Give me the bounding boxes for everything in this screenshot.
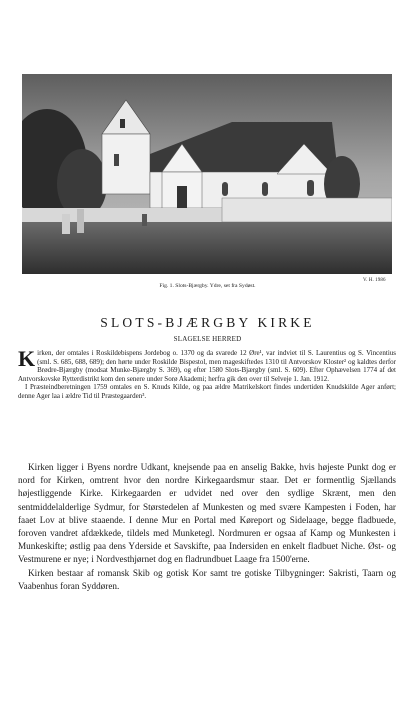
church-illustration (22, 74, 392, 274)
dropcap: K (18, 346, 36, 371)
main-text (18, 461, 396, 593)
intro-paragraph-1 (18, 346, 396, 383)
church-photo (22, 74, 392, 274)
intro-paragraph-2: I Præsteindberetningen 1759 omtales en S. Knuds Kilde, og paa ældre Matrikelskort findes undertiden Knudskilde Ager anført; denne Ager laa i ældre Tid til Præstegaarden³. (18, 383, 396, 400)
page-subtitle: SLAGELSE HERRED (173, 335, 242, 343)
body-paragraph-2: Kirken bestaar af romansk Skib og gotisk Kor samt tre gotiske Tilbygninger: Sakristi, Taarn og Vaabenhus foran Syddøren. (18, 567, 396, 591)
figure-caption: Fig. 1. Slots-Bjærgby. Ydre, set fra Sydøst. (159, 283, 256, 289)
intro-section (18, 346, 396, 400)
body-paragraph-1: Kirken ligger i Byens nordre Udkant, knejsende paa en anselig Bakke, hvis højeste Punkt dog er nord for Kirken, omtrent hvor den nordre Kirkegaardsmur staar. Det er formentlig Sjællands højestliggende Kirke. Kirkegaarden er udvidet ned over den sydlige Skrænt, men den sentmiddelalderlige Sydmur, for Størstedelen af Munkesten og med svære Kampesten i Foden, har faaet Lov at blive staaende. I denne Mur en Portal med Køreport og Sidelaage, begge fladbuede, foroven vandret afdækkede, tildels med Munketegl. Nordmuren er ogsaa af Kamp og Munkesten i Munkeskifte; østlig paa dens Yderside et Savskifte, paa Indersiden en enkelt fladbuet Niche. Øst- og Vestmurene er nye; i Nordvesthjørnet dog en fladrundbuet Laage fra 1500'erne. (18, 462, 396, 565)
photo-credit: V. H. 1986 (363, 278, 386, 283)
page-title: SLOTS-BJÆRGBY KIRKE (100, 315, 315, 330)
intro-text-1: irken, der omtales i Roskildebispens Jordebog o. 1370 og da svarede 12 Øre¹, var indviet til S. Laurentius og S. Vincentius (sml. S. 685, 688, 689); den hørte under Roskilde Bispestol, men mageskiftedes 1310 til Antvorskov Kloster² og kaldtes derfor Brødre-Bjærgby (modsat Munke-Bjærgby S. 369), og efter 1580 Slots-Bjærgby (sml. S. 609). Efter Ophævelsen 1774 af det Antvorskovske Rytterdistrikt kom den senere under Sorø Akademi; herfra gik den over til Selveje 1. Jan. 1912. (18, 349, 396, 383)
